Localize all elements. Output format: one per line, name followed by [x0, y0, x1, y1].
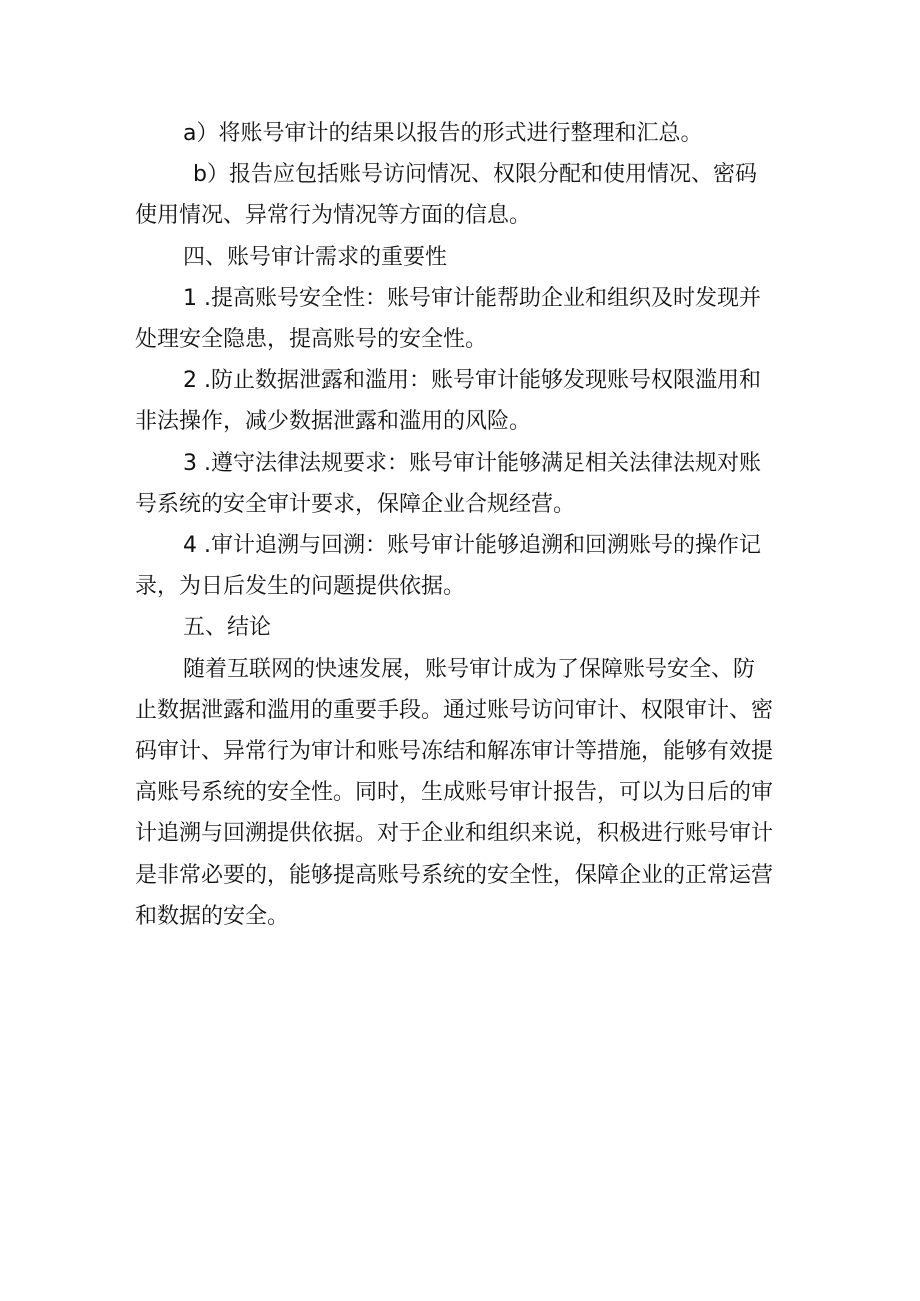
numbered-point-4	[135, 525, 800, 607]
document-page	[135, 113, 800, 937]
conclusion-line-5: 计追溯与回溯提供依据。对于企业和组织来说，积极进行账号审计	[135, 821, 774, 847]
conclusion-line-6: 是非常必要的，能够提高账号系统的安全性，保障企业的正常运营	[135, 862, 774, 888]
numbered-point-2	[135, 360, 800, 442]
numbered-point-3-line-2: 号系统的安全审计要求，保障企业合规经营。	[135, 491, 576, 517]
list-item-b-line-2: 使用情况、异常行为情况等方面的信息。	[135, 203, 532, 229]
conclusion-line-4: 高账号系统的安全性。同时，生成账号审计报告，可以为日后的审	[135, 780, 774, 806]
numbered-point-1	[135, 278, 800, 360]
numbered-point-2-line-1: 2 .防止数据泄露和滥用：账号审计能够发现账号权限滥用和	[183, 368, 761, 394]
numbered-point-2-line-2: 非法操作，减少数据泄露和滥用的风险。	[135, 409, 532, 435]
numbered-point-1-line-1: 1 .提高账号安全性：账号审计能帮助企业和组织及时发现并	[183, 285, 761, 311]
list-item-a	[135, 113, 800, 154]
numbered-point-4-line-1: 4 .审计追溯与回溯：账号审计能够追溯和回溯账号的操作记	[183, 533, 761, 559]
list-item-b	[135, 154, 800, 236]
list-item-b-line-1: b）报告应包括账号访问情况、权限分配和使用情况、密码	[193, 162, 757, 188]
numbered-point-4-line-2: 录，为日后发生的问题提供依据。	[135, 574, 466, 600]
section-heading-importance	[135, 237, 800, 278]
numbered-point-1-line-2: 处理安全隐患，提高账号的安全性。	[135, 327, 488, 353]
section-heading-conclusion-text: 五、结论	[183, 615, 272, 641]
conclusion-paragraph	[135, 649, 800, 937]
conclusion-line-7: 和数据的安全。	[135, 903, 290, 929]
numbered-point-3-line-1: 3 .遵守法律法规要求：账号审计能够满足相关法律法规对账	[183, 450, 761, 476]
section-heading-conclusion	[135, 607, 800, 648]
section-heading-importance-text: 四、账号审计需求的重要性	[183, 244, 448, 270]
conclusion-line-2: 止数据泄露和滥用的重要手段。通过账号访问审计、权限审计、密	[135, 697, 774, 723]
conclusion-line-3: 码审计、异常行为审计和账号冻结和解冻审计等措施，能够有效提	[135, 739, 774, 765]
list-item-a-line: a）将账号审计的结果以报告的形式进行整理和汇总。	[183, 121, 703, 146]
numbered-point-3	[135, 443, 800, 525]
conclusion-line-1: 随着互联网的快速发展，账号审计成为了保障账号安全、防	[183, 656, 756, 682]
